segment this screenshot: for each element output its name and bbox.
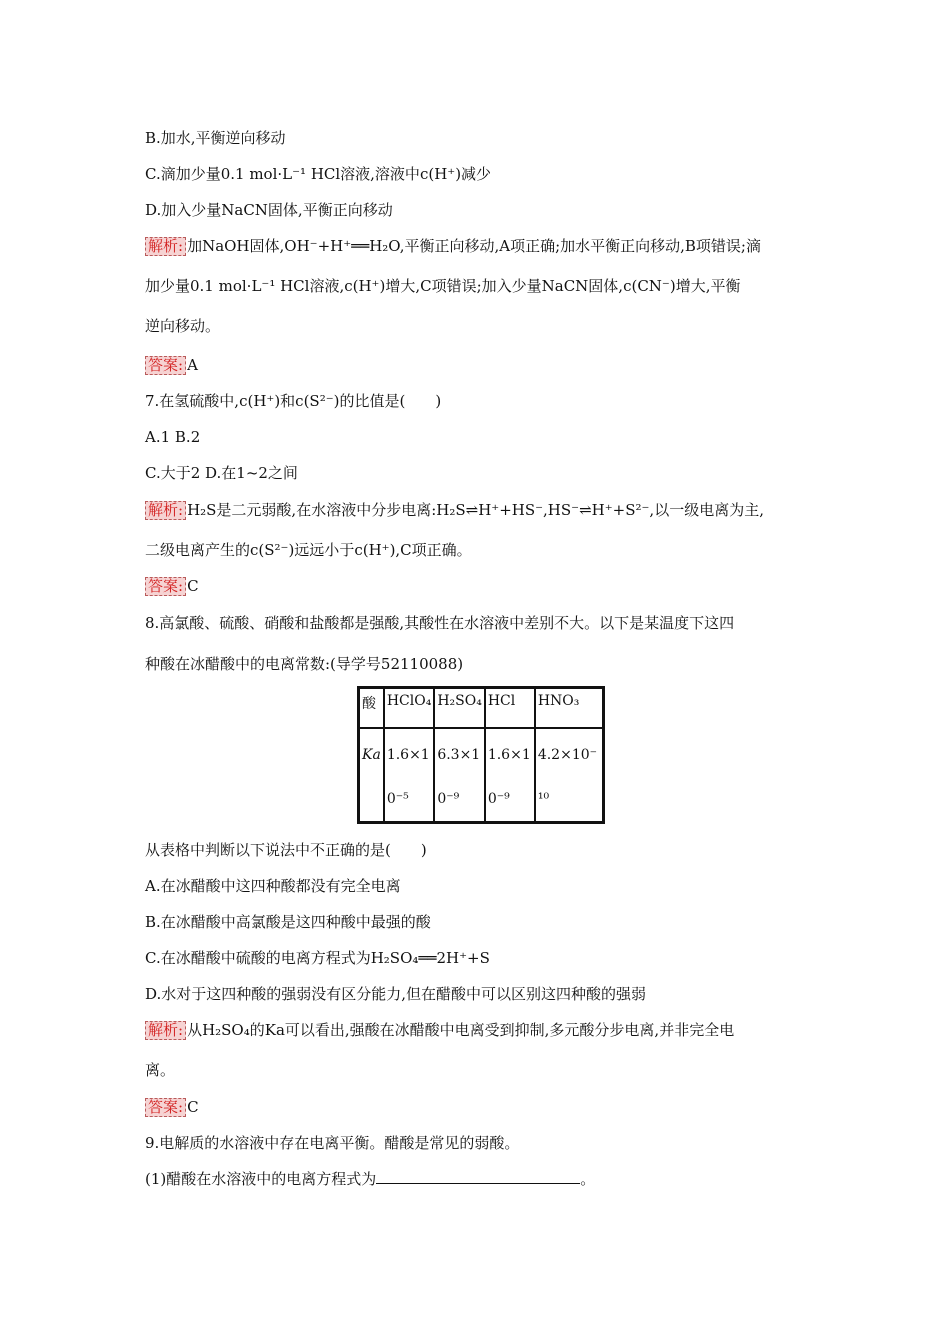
analysis-continuation: 逆向移动。	[145, 317, 221, 335]
table-row	[359, 728, 604, 823]
analysis-text: 从H₂SO₄的Ka可以看出,强酸在冰醋酸中电离受到抑制,多元酸分步电离,并非完全电	[187, 1021, 735, 1039]
answer-text: A	[187, 356, 198, 374]
table-cell: 4.2×10⁻¹⁰	[535, 728, 604, 823]
table-header-cell: H₂SO₄	[434, 688, 485, 729]
option-d: D.水对于这四种酸的强弱没有区分能力,但在醋酸中可以区别这四种酸的强弱	[145, 985, 647, 1003]
option-a: A.在冰醋酸中这四种酸都没有完全电离	[145, 877, 401, 895]
analysis-continuation: 二级电离产生的c(S²⁻)远远小于c(H⁺),C项正确。	[145, 541, 472, 559]
analysis-text: 加NaOH固体,OH⁻+H⁺══H₂O,平衡正向移动,A项正确;加水平衡正向移动,B项错误;滴	[187, 237, 761, 255]
option-c: C.在冰醋酸中硫酸的电离方程式为H₂SO₄══2H⁺+S	[145, 949, 490, 967]
analysis-tag: 解析:	[145, 1021, 186, 1040]
answer-line	[145, 576, 815, 596]
table-row-label: Ka	[359, 728, 384, 823]
answer-blank[interactable]	[376, 1169, 580, 1184]
table-header-cell: HCl	[485, 688, 535, 729]
question-9-part-1	[145, 1169, 815, 1189]
analysis-continuation: 离。	[145, 1061, 176, 1079]
question-8-continuation: 种酸在冰醋酸中的电离常数:(导学号52110088)	[145, 655, 464, 673]
option-b: B.在冰醋酸中高氯酸是这四种酸中最强的酸	[145, 913, 431, 931]
answer-tag: 答案:	[145, 356, 186, 375]
options-cd: C.大于2 D.在1~2之间	[145, 464, 298, 482]
answer-tag: 答案:	[145, 1098, 186, 1117]
options-ab: A.1 B.2	[145, 428, 201, 446]
answer-tag: 答案:	[145, 577, 186, 596]
ionization-constant-table	[357, 686, 605, 824]
table-header-cell: HClO₄	[384, 688, 435, 729]
analysis-paragraph	[145, 236, 815, 256]
answer-line	[145, 355, 815, 375]
analysis-paragraph	[145, 500, 815, 520]
question-9: 9.电解质的水溶液中存在电离平衡。醋酸是常见的弱酸。	[145, 1134, 520, 1152]
analysis-paragraph	[145, 1020, 815, 1040]
answer-line	[145, 1097, 815, 1117]
part-1-end: 。	[580, 1170, 596, 1188]
table-cell: 1.6×10⁻⁹	[485, 728, 535, 823]
option-b: B.加水,平衡逆向移动	[145, 129, 286, 147]
part-1-text: (1)醋酸在水溶液中的电离方程式为	[145, 1170, 377, 1188]
analysis-continuation: 加少量0.1 mol·L⁻¹ HCl溶液,c(H⁺)增大,C项错误;加入少量NaCN固体,c(CN⁻)增大,平衡	[145, 277, 741, 295]
option-c: C.滴加少量0.1 mol·L⁻¹ HCl溶液,溶液中c(H⁺)减少	[145, 165, 492, 183]
table-cell: 6.3×10⁻⁹	[434, 728, 485, 823]
table-cell: 1.6×10⁻⁵	[384, 728, 435, 823]
question-7: 7.在氢硫酸中,c(H⁺)和c(S²⁻)的比值是( )	[145, 392, 442, 410]
question-8-prompt: 从表格中判断以下说法中不正确的是( )	[145, 841, 427, 859]
table-header-cell: 酸	[359, 688, 384, 729]
option-d: D.加入少量NaCN固体,平衡正向移动	[145, 201, 393, 219]
analysis-tag: 解析:	[145, 501, 186, 520]
answer-text: C	[187, 577, 199, 595]
table-header-cell: HNO₃	[535, 688, 604, 729]
analysis-text: H₂S是二元弱酸,在水溶液中分步电离:H₂S⇌H⁺+HS⁻,HS⁻⇌H⁺+S²⁻,以一级电离为主,	[187, 501, 764, 519]
table-header-row	[359, 688, 604, 729]
question-8: 8.高氯酸、硫酸、硝酸和盐酸都是强酸,其酸性在水溶液中差别不大。以下是某温度下这四	[145, 614, 735, 632]
answer-text: C	[187, 1098, 199, 1116]
analysis-tag: 解析:	[145, 237, 186, 256]
